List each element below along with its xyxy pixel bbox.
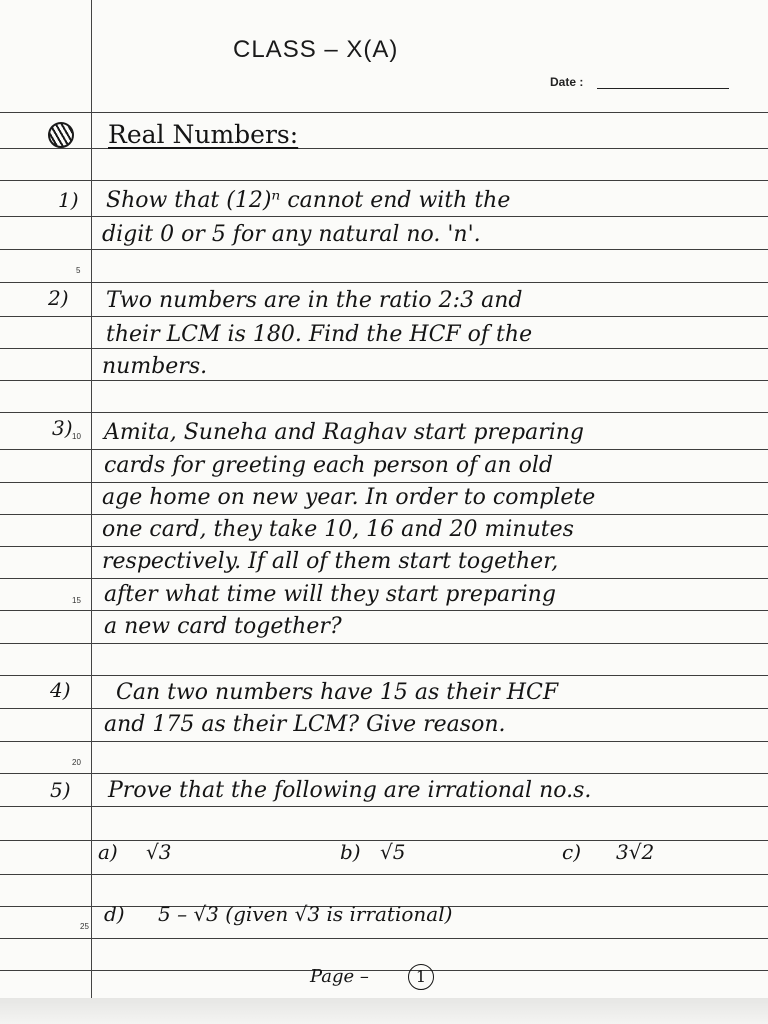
- ruled-line: [0, 249, 768, 250]
- page-edge: [0, 998, 768, 1024]
- date-field-line: [597, 88, 729, 89]
- question-number: 4): [50, 678, 71, 702]
- question-line: age home on new year. In order to complete: [102, 485, 596, 510]
- page-number: 1: [408, 964, 434, 990]
- line-number: 5: [76, 266, 81, 275]
- ruled-line: [0, 741, 768, 742]
- ruled-line: [0, 773, 768, 774]
- ruled-line: [0, 546, 768, 547]
- bullet-icon: [48, 122, 74, 148]
- ruled-line: [0, 938, 768, 939]
- part-label: b): [340, 840, 361, 864]
- margin-line: [91, 0, 92, 1000]
- question-number: 2): [48, 286, 69, 310]
- line-number: 15: [72, 596, 81, 605]
- line-number: 25: [80, 922, 89, 931]
- question-line: Amita, Suneha and Raghav start preparing: [104, 420, 584, 445]
- part-label: a): [98, 840, 118, 864]
- question-line: and 175 as their LCM? Give reason.: [104, 712, 506, 737]
- ruled-line: [0, 970, 768, 971]
- question-number: 1): [58, 188, 79, 212]
- question-line: after what time will they start preparing: [104, 582, 556, 607]
- ruled-line: [0, 412, 768, 413]
- ruled-line: [0, 514, 768, 515]
- part-expression: 5 – √3 (given √3 is irrational): [158, 902, 453, 926]
- ruled-line: [0, 874, 768, 875]
- ruled-line: [0, 348, 768, 349]
- question-line: their LCM is 180. Find the HCF of the: [106, 322, 533, 347]
- question-line: respectively. If all of them start together,: [102, 549, 559, 574]
- ruled-line: [0, 216, 768, 217]
- ruled-line: [0, 806, 768, 807]
- question-line: Can two numbers have 15 as their HCF: [116, 680, 559, 705]
- line-number: 20: [72, 758, 81, 767]
- part-expression: √3: [146, 840, 172, 864]
- ruled-line: [0, 449, 768, 450]
- question-number: 5): [50, 778, 71, 802]
- part-expression: 3√2: [616, 840, 655, 864]
- line-number: 10: [72, 432, 81, 441]
- question-line: Two numbers are in the ratio 2:3 and: [106, 288, 523, 313]
- question-line: Show that (12)ⁿ cannot end with the: [106, 188, 511, 213]
- date-label: Date :: [550, 75, 584, 89]
- ruled-line: [0, 675, 768, 676]
- ruled-line: [0, 708, 768, 709]
- question-line: digit 0 or 5 for any natural no. 'n'.: [102, 222, 481, 247]
- part-expression: √5: [380, 840, 406, 864]
- ruled-line: [0, 112, 768, 113]
- ruled-line: [0, 380, 768, 381]
- ruled-line: [0, 643, 768, 644]
- ruled-line: [0, 578, 768, 579]
- part-label: d): [104, 902, 125, 926]
- ruled-line: [0, 180, 768, 181]
- question-line: numbers.: [102, 354, 208, 379]
- section-heading: Real Numbers:: [108, 120, 299, 149]
- question-line: one card, they take 10, 16 and 20 minutes: [102, 517, 574, 542]
- question-line: a new card together?: [104, 614, 342, 639]
- question-line: Prove that the following are irrational no.s.: [108, 778, 592, 803]
- question-number: 3): [52, 416, 73, 440]
- ruled-line: [0, 282, 768, 283]
- ruled-line: [0, 316, 768, 317]
- part-label: c): [562, 840, 582, 864]
- question-line: cards for greeting each person of an old: [104, 453, 553, 478]
- page-title: CLASS – X(A): [233, 36, 399, 63]
- ruled-line: [0, 482, 768, 483]
- ruled-line: [0, 610, 768, 611]
- page-label: Page –: [310, 966, 369, 987]
